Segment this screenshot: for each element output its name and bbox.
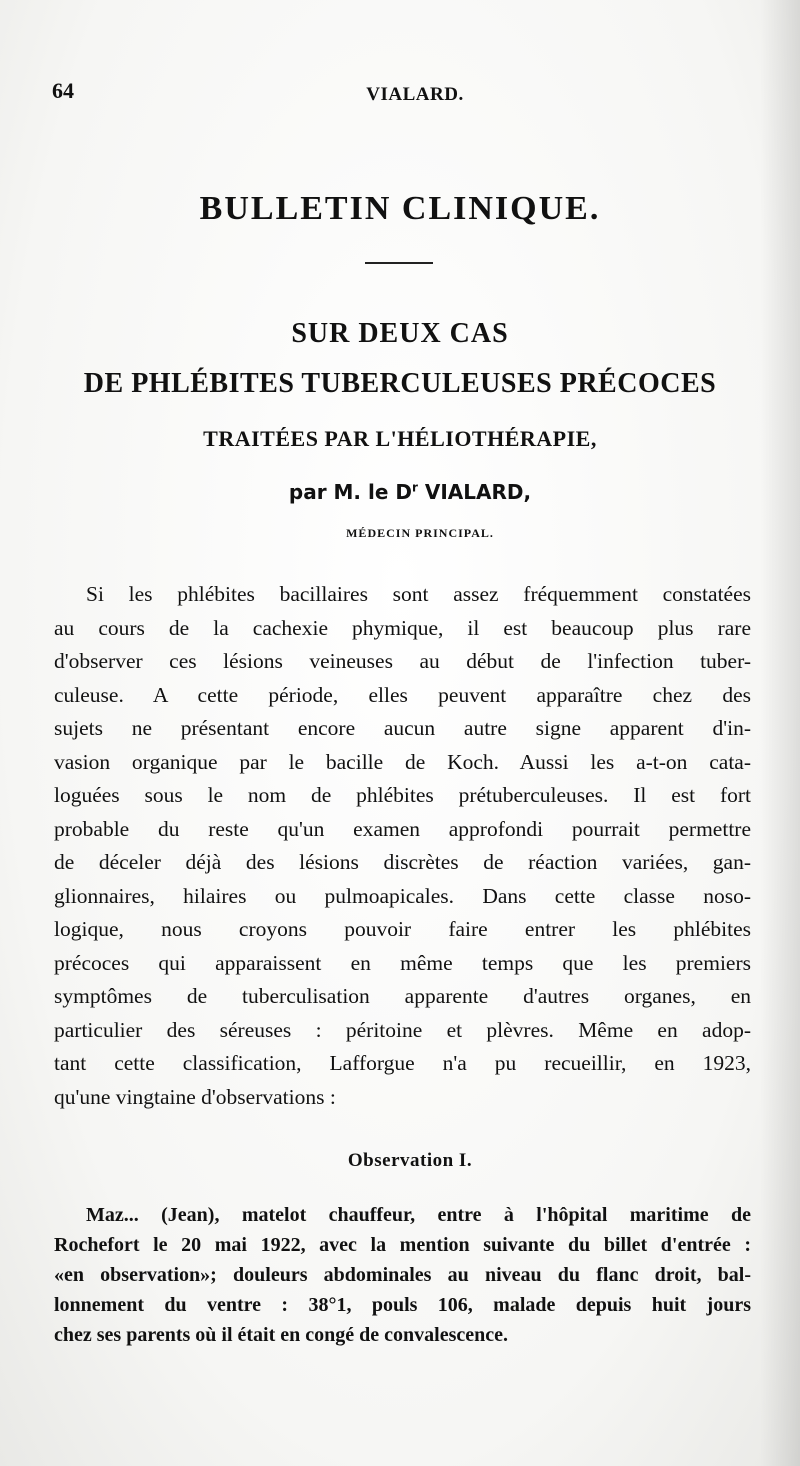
observation-paragraph	[54, 1200, 751, 1350]
intro-paragraph	[54, 578, 751, 1114]
paragraph-line: logique, nous croyons pouvoir faire entrer les phlébites	[54, 917, 751, 941]
article-title-line-2: DE PHLÉBITES TUBERCULEUSES PRÉCOCES	[83, 368, 717, 399]
byline	[0, 480, 800, 504]
byline-superscript: r	[411, 480, 418, 495]
paragraph-line: d'observer ces lésions veineuses au début de l'infection tuber-	[54, 649, 751, 673]
byline-author-name: VIALARD,	[417, 480, 532, 504]
page-number: 64	[52, 78, 74, 103]
running-head-author: VIALARD.	[366, 84, 464, 105]
article-title-line-3: TRAITÉES PAR L'HÉLIOTHÉRAPIE,	[203, 426, 597, 451]
paragraph-line: probable du reste qu'un examen approfondi pourrait permettre	[54, 816, 751, 841]
observation-line: lonnement du ventre : 38°1, pouls 106, malade depuis huit jours	[54, 1294, 751, 1316]
observation-line: Rochefort le 20 mai 1922, avec la mention suivante du billet d'entrée :	[54, 1234, 751, 1256]
byline-prefix: par M. le D	[288, 480, 412, 504]
paragraph-line: précoces qui apparaissent en même temps que les premiers	[54, 950, 751, 975]
paragraph-line: culeuse. A cette période, elles peuvent apparaître chez des	[54, 682, 751, 707]
paragraph-line: qu'une vingtaine d'observations :	[54, 1084, 336, 1109]
observation-heading: Observation I.	[347, 1150, 473, 1171]
observation-line: Maz... (Jean), matelot chauffeur, entre à l'hôpital maritime de	[86, 1204, 751, 1226]
author-affiliation: MÉDECIN PRINCIPAL.	[346, 526, 494, 540]
paragraph-line: particulier des séreuses : péritoine et plèvres. Même en adop-	[54, 1017, 751, 1042]
title-divider	[365, 262, 433, 264]
paragraph-line: symptômes de tuberculisation apparente d'autres organes, en	[54, 984, 751, 1008]
observation-line: chez ses parents où il était en congé de convalescence.	[54, 1324, 508, 1346]
article-title-line-1: SUR DEUX CAS	[291, 318, 509, 349]
paragraph-line: sujets ne présentant encore aucun autre signe apparent d'in-	[54, 716, 751, 740]
paragraph-line: Si les phlébites bacillaires sont assez fréquemment constatées	[86, 582, 751, 606]
paragraph-line: tant cette classification, Lafforgue n'a pu recueillir, en 1923,	[54, 1051, 751, 1075]
paragraph-line: glionnaires, hilaires ou pulmoapicales. Dans cette classe noso-	[54, 883, 751, 908]
observation-line: «en observation»; douleurs abdominales au niveau du flanc droit, bal-	[54, 1264, 751, 1286]
paragraph-line: loguées sous le nom de phlébites prétuberculeuses. Il est fort	[54, 783, 751, 807]
paragraph-line: vasion organique par le bacille de Koch. Aussi les a-t-on cata-	[54, 749, 751, 774]
running-head	[52, 78, 748, 108]
section-title: BULLETIN CLINIQUE.	[199, 190, 601, 227]
paragraph-line: de déceler déjà des lésions discrètes de réaction variées, gan-	[54, 850, 751, 874]
paragraph-line: au cours de la cachexie phymique, il est beaucoup plus rare	[54, 615, 751, 640]
